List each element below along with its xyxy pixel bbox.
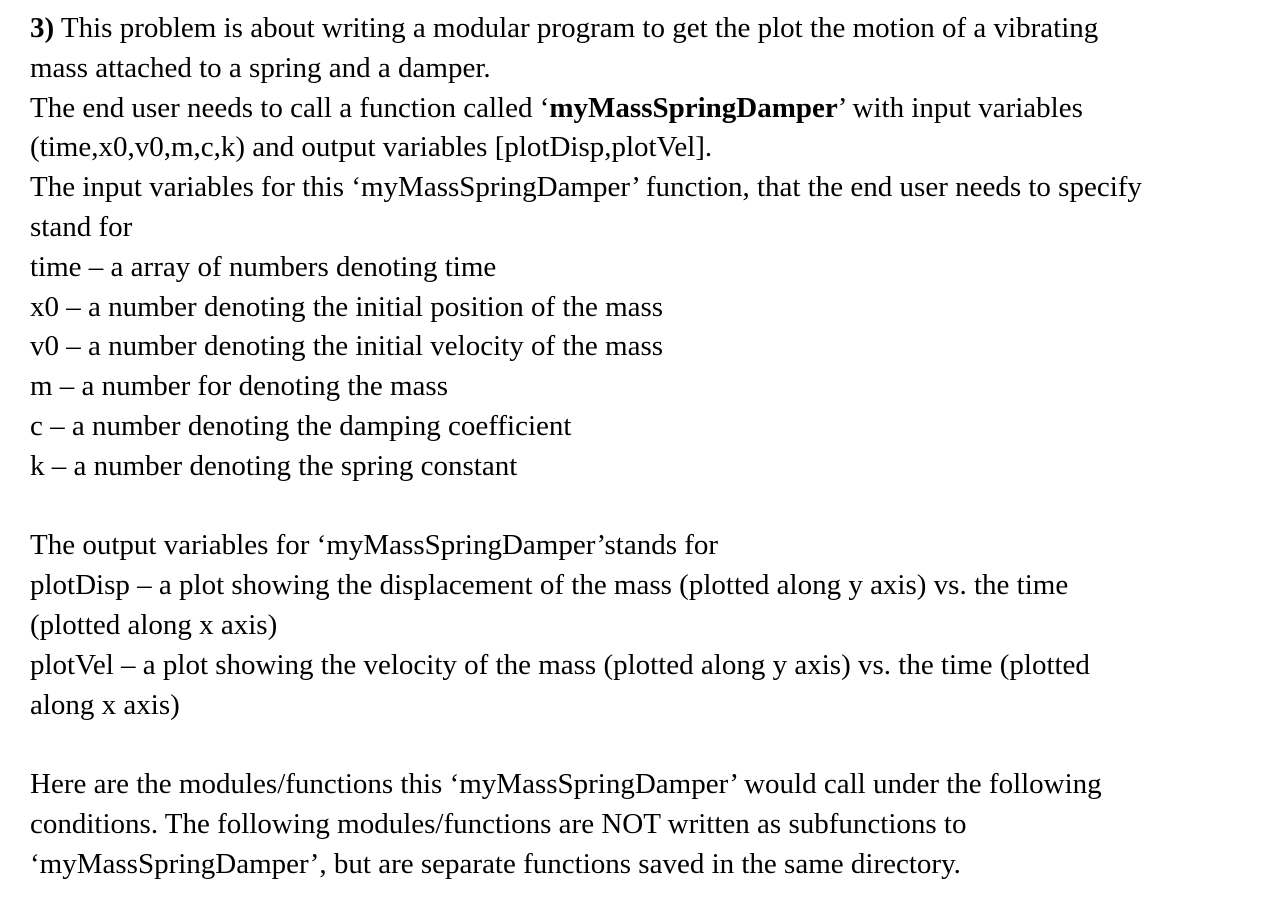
inputs-heading-line-1: The input variables for this ‘myMassSpringDamper’ function, that the end user needs to specify xyxy=(30,171,1142,204)
output-plotvel-line-2: along x axis) xyxy=(30,688,180,721)
function-call-text-after: ’ with input variables xyxy=(837,91,1083,124)
modules-line-1: Here are the modules/functions this ‘myMassSpringDamper’ would call under the following xyxy=(30,768,1102,801)
function-call-line-1 xyxy=(30,89,1266,129)
input-item-m: m – a number for denoting the mass xyxy=(30,370,448,403)
spacer xyxy=(30,725,1266,765)
input-item-time: time – a array of numbers denoting time xyxy=(30,250,497,283)
problem-number: 3) xyxy=(30,12,55,44)
problem-intro-text-1: This problem is about writing a modular program to get the plot the motion of a vibrating xyxy=(54,12,1099,44)
input-item-v0: v0 – a number denoting the initial velocity of the mass xyxy=(30,330,664,363)
output-plotvel-line-1: plotVel – a plot showing the velocity of the mass (plotted along y axis) vs. the time (plotted xyxy=(30,648,1090,681)
input-item-c: c – a number denoting the damping coefficient xyxy=(30,409,572,442)
problem-intro-line-2: mass attached to a spring and a damper. xyxy=(30,51,491,84)
function-call-line-2: (time,x0,v0,m,c,k) and output variables [plotDisp,plotVel]. xyxy=(30,131,713,164)
problem-intro-line-1 xyxy=(30,9,1266,49)
input-item-x0: x0 – a number denoting the initial position of the mass xyxy=(30,290,664,323)
output-plotdisp-line-2: (plotted along x axis) xyxy=(30,608,278,641)
input-item-k: k – a number denoting the spring constant xyxy=(30,449,518,482)
modules-line-3: ‘myMassSpringDamper’, but are separate functions saved in the same directory. xyxy=(30,847,961,880)
modules-line-2: conditions. The following modules/functions are NOT written as subfunctions to xyxy=(30,807,967,840)
inputs-heading-line-2: stand for xyxy=(30,210,133,243)
outputs-heading: The output variables for ‘myMassSpringDamper’stands for xyxy=(30,529,719,562)
spacer xyxy=(30,487,1266,527)
output-plotdisp-line-1: plotDisp – a plot showing the displacement of the mass (plotted along y axis) vs. the time xyxy=(30,569,1069,602)
problem-document xyxy=(30,9,1266,885)
function-call-text-before: The end user needs to call a function called ‘ xyxy=(30,91,550,124)
function-name: myMassSpringDamper xyxy=(549,91,838,124)
